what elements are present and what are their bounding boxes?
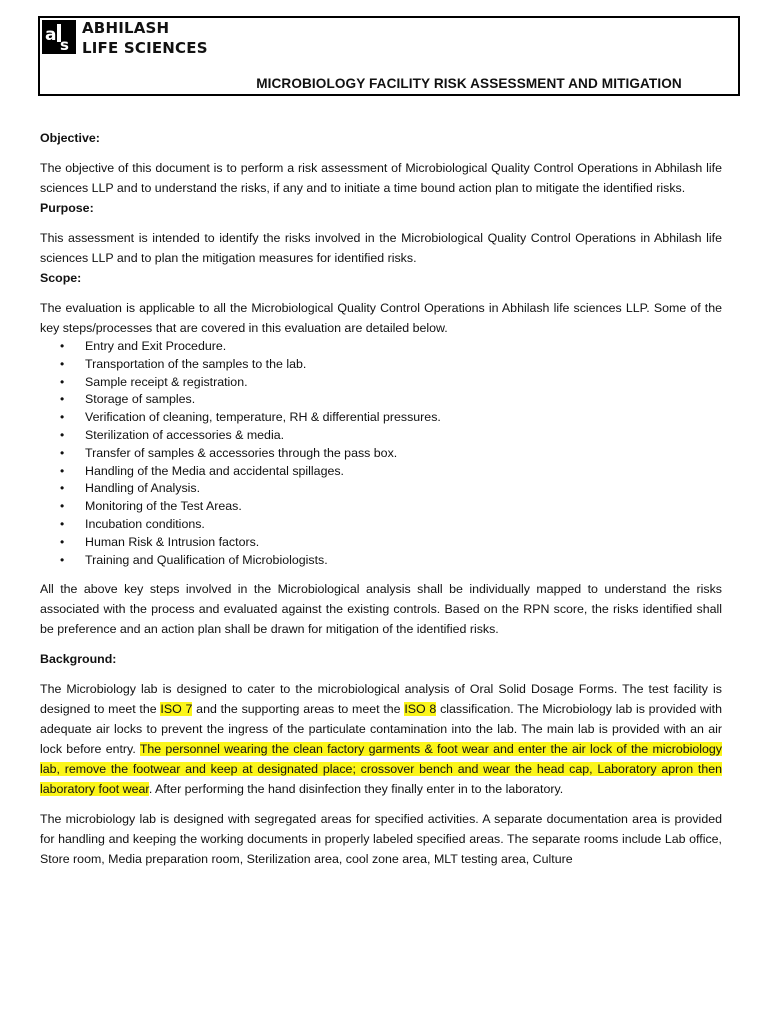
background-heading: Background: [40,652,117,667]
scope-list [40,338,722,569]
background-paragraph-2: The microbiology lab is designed with segregated areas for specified activities. A separate documentation area is provided for handling and keeping the working documents in properly labeled specified areas. The separate rooms include Lab office, Store room, Media preparation room, Sterilization area, cool zone area, MLT testing area, Culture [40,812,722,867]
list-item: • Sterilization of accessories & media. [40,427,722,445]
company-name [82,18,208,58]
background-text-segment: classification. The Microbiology lab is provided with adequate air locks to prevent the ingress of the particulate contamination into the lab. The main lab is provided with an air lock before entry. [40,702,722,757]
iso8-highlight: ISO 8 [404,702,437,717]
list-item: • Incubation conditions. [40,516,722,534]
background-text-segment: and the supporting areas to meet the [192,702,405,717]
purpose-text: This assessment is intended to identify the risks involved in the Microbiological Quality Control Operations in Abhilash life sciences LLP and to plan the mitigation measures for identified risks. [40,231,722,265]
objective-text: The objective of this document is to perform a risk assessment of Microbiological Quality Control Operations in Abhilash life sciences LLP and to understand the risks, if any and to initiate a time bound action plan to mitigate the identified risks. [40,161,722,195]
list-item: • Monitoring of the Test Areas. [40,498,722,516]
list-item: • Handling of the Media and accidental spillages. [40,463,722,481]
list-item: • Handling of Analysis. [40,480,722,498]
list-item: • Sample receipt & registration. [40,374,722,392]
purpose-heading: Purpose: [40,201,94,215]
background-paragraph-1 [40,679,722,799]
company-name-line1: ABHILASH [82,19,170,37]
scope-closing-text: All the above key steps involved in the Microbiological analysis shall be individually mapped to understand the risks associated with the process and evaluated against the existing controls. Based on the RPN score, the risks identified shall be preference and an action plan shall be drawn for mitigation of the identified risks. [40,582,722,637]
objective-heading: Objective: [40,131,100,145]
list-item: • Transportation of the samples to the lab. [40,356,722,374]
document-header [38,16,740,96]
document-body [40,128,722,869]
background-text-segment: The Microbiology lab is designed to cater to the microbiological analysis of Oral Solid Dosage Forms. The test facility is designed to meet the [40,682,722,717]
list-item: • Entry and Exit Procedure. [40,338,722,356]
list-item: • Training and Qualification of Microbiologists. [40,552,722,570]
scope-heading: Scope: [40,271,82,285]
svg-text:a: a [45,25,57,45]
iso7-highlight: ISO 7 [160,702,193,717]
scope-text: The evaluation is applicable to all the Microbiological Quality Control Operations in Abhilash life sciences LLP. Some of the key steps/processes that are covered in this evaluation are detailed below. [40,301,722,335]
list-item: • Transfer of samples & accessories through the pass box. [40,445,722,463]
list-item: • Storage of samples. [40,391,722,409]
list-item: • Verification of cleaning, temperature, RH & differential pressures. [40,409,722,427]
background-text-segment: . After performing the hand disinfection they finally enter in to the laboratory. [148,782,564,797]
gowning-procedure-highlight: The personnel wearing the clean factory garments & foot wear and enter the air lock of the microbiology lab, remove the footwear and keep at designated place; crossover bench and wear the head cap, Laboratory apron then laboratory foot wear [40,742,722,797]
list-item: • Human Risk & Intrusion factors. [40,534,722,552]
company-logo [42,20,76,54]
document-title: MICROBIOLOGY FACILITY RISK ASSESSMENT AND MITIGATION [256,76,682,91]
company-name-line2: LIFE SCIENCES [82,39,208,57]
svg-text:s: s [60,36,69,54]
